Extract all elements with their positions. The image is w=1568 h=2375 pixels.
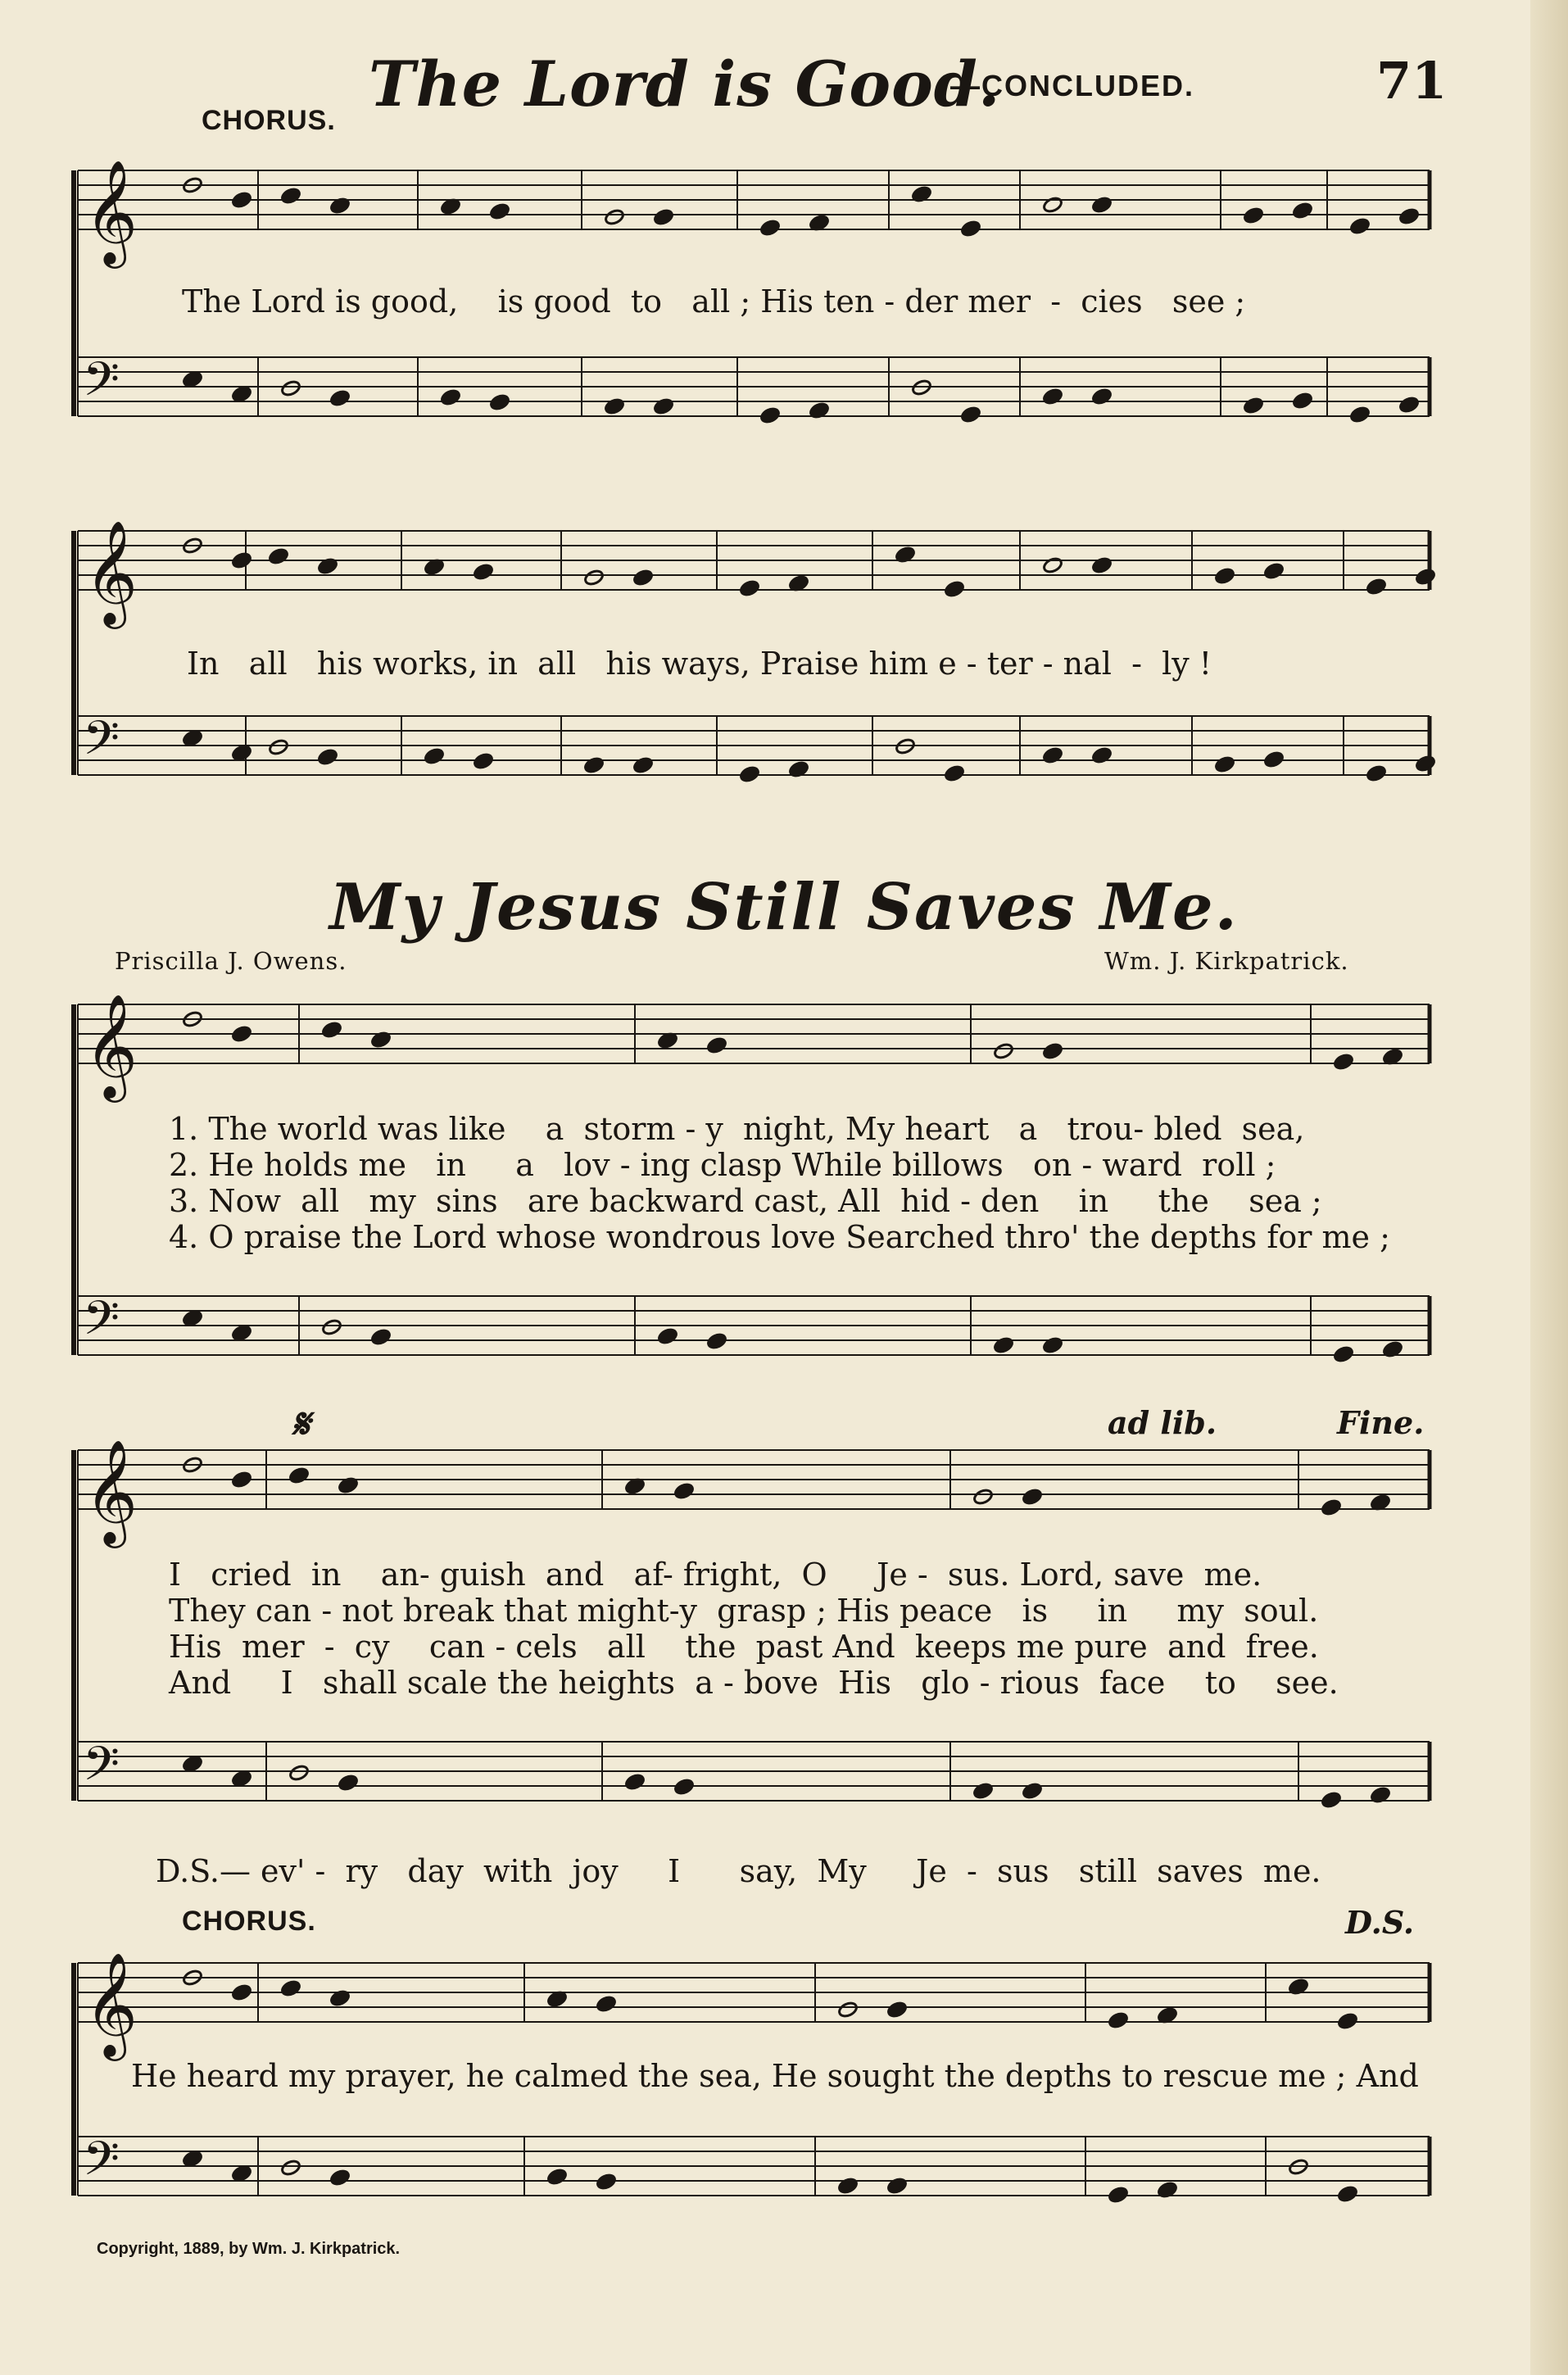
note-head bbox=[329, 2169, 351, 2187]
note-head bbox=[1321, 1791, 1342, 1809]
note-head bbox=[960, 406, 981, 424]
note-head bbox=[653, 397, 674, 415]
treble-clef-icon: 𝄞 bbox=[84, 159, 138, 264]
note-head bbox=[1042, 196, 1063, 214]
bass-clef-icon: 𝄢 bbox=[83, 1736, 120, 1803]
verse-line-3b: His mer - cy can - cels all the past And keeps me pure and free. bbox=[169, 1629, 1319, 1665]
chorus-label-2: CHORUS. bbox=[182, 1906, 316, 1937]
bass-clef-icon: 𝄢 bbox=[83, 1290, 120, 1357]
note-head bbox=[837, 2177, 859, 2195]
note-head bbox=[944, 764, 965, 782]
note-head bbox=[182, 370, 203, 388]
note-head bbox=[288, 1466, 310, 1484]
note-head bbox=[370, 1328, 392, 1346]
note-head bbox=[739, 765, 760, 783]
note-head bbox=[1042, 1336, 1063, 1354]
note-head bbox=[972, 1488, 994, 1506]
note-head bbox=[182, 1309, 203, 1327]
note-head bbox=[583, 756, 605, 774]
page-title: The Lord is Good. bbox=[369, 48, 1001, 120]
note-head bbox=[1042, 556, 1063, 574]
lyric-line-2: In all his works, in all his ways, Praise him e - ter - nal - ly ! bbox=[187, 646, 1212, 682]
lyric-line-1: The Lord is good, is good to all ; His ten - der mer - cies see ; bbox=[182, 283, 1246, 320]
note-head bbox=[231, 1025, 252, 1043]
chorus-text: He heard my prayer, he calmed the sea, He sought the depths to rescue me ; And bbox=[131, 2058, 1419, 2094]
note-head bbox=[182, 729, 203, 747]
verse-line-2b: They can - not break that might-y grasp ; His peace is in my soul. bbox=[169, 1593, 1319, 1629]
note-head bbox=[759, 219, 781, 237]
note-head bbox=[280, 1979, 301, 1997]
note-head bbox=[338, 1774, 359, 1792]
note-head bbox=[1263, 750, 1285, 768]
note-head bbox=[1333, 1053, 1354, 1071]
ds-line: D.S.— ev' - ry day with joy I say, My Je - sus still saves me. bbox=[156, 1853, 1321, 1889]
note-head bbox=[1042, 746, 1063, 764]
note-head bbox=[604, 208, 625, 226]
note-head bbox=[1091, 746, 1113, 764]
note-head bbox=[489, 202, 510, 220]
note-head bbox=[473, 752, 494, 770]
note-head bbox=[440, 388, 461, 406]
note-head bbox=[473, 563, 494, 581]
copyright-notice: Copyright, 1889, by Wm. J. Kirkpatrick. bbox=[97, 2240, 401, 2258]
note-head bbox=[653, 208, 674, 226]
note-head bbox=[1366, 578, 1387, 596]
note-head bbox=[1091, 388, 1113, 406]
note-head bbox=[489, 393, 510, 411]
note-head bbox=[960, 220, 981, 238]
note-head bbox=[972, 1782, 994, 1800]
note-head bbox=[1415, 568, 1436, 586]
note-head bbox=[1349, 217, 1371, 235]
note-head bbox=[632, 756, 654, 774]
note-head bbox=[1214, 567, 1235, 585]
note-head bbox=[231, 744, 252, 762]
note-head bbox=[231, 1471, 252, 1489]
segno-icon: 𝄋 bbox=[292, 1399, 310, 1448]
note-head bbox=[1091, 556, 1113, 574]
note-head bbox=[280, 187, 301, 205]
note-head bbox=[944, 580, 965, 598]
note-head bbox=[1398, 396, 1420, 414]
note-head bbox=[231, 1770, 252, 1788]
note-head bbox=[837, 2001, 859, 2019]
bass-clef-icon: 𝄢 bbox=[83, 710, 120, 777]
treble-clef-icon: 𝄞 bbox=[84, 1439, 138, 1543]
note-head bbox=[231, 551, 252, 569]
note-head bbox=[268, 547, 289, 565]
note-head bbox=[1349, 406, 1371, 424]
note-head bbox=[673, 1778, 695, 1796]
title-suffix: —CONCLUDED. bbox=[950, 69, 1194, 102]
composer-credit: Wm. J. Kirkpatrick. bbox=[1104, 947, 1349, 975]
note-head bbox=[1042, 388, 1063, 406]
author-credit: Priscilla J. Owens. bbox=[115, 947, 347, 975]
note-head bbox=[321, 1318, 342, 1336]
note-head bbox=[231, 191, 252, 209]
note-head bbox=[1022, 1782, 1043, 1800]
note-head bbox=[1321, 1498, 1342, 1516]
note-head bbox=[1108, 2186, 1129, 2204]
note-head bbox=[1042, 1042, 1063, 1060]
verse-line-3a: 3. Now all my sins are backward cast, All hid - den in the sea ; bbox=[169, 1183, 1322, 1219]
note-head bbox=[1022, 1488, 1043, 1506]
note-head bbox=[231, 1983, 252, 2001]
note-head bbox=[1333, 1345, 1354, 1363]
note-head bbox=[280, 2159, 301, 2177]
song-title: My Jesus Still Saves Me. bbox=[329, 870, 1239, 945]
treble-clef-icon: 𝄞 bbox=[84, 993, 138, 1098]
note-head bbox=[231, 2164, 252, 2182]
note-head bbox=[993, 1336, 1014, 1354]
note-head bbox=[288, 1764, 310, 1782]
ds-mark: D.S. bbox=[1345, 1904, 1415, 1941]
note-head bbox=[596, 2173, 617, 2191]
page-number: 71 bbox=[1376, 51, 1448, 111]
verse-line-2a: 2. He holds me in a lov - ing clasp While billows on - ward roll ; bbox=[169, 1147, 1276, 1183]
note-head bbox=[329, 389, 351, 407]
note-head bbox=[604, 397, 625, 415]
note-head bbox=[182, 1755, 203, 1773]
note-head bbox=[886, 2001, 908, 2019]
note-head bbox=[1415, 755, 1436, 773]
note-head bbox=[1214, 755, 1235, 773]
note-head bbox=[182, 2150, 203, 2168]
ad-lib-mark: ad lib. bbox=[1108, 1404, 1217, 1441]
note-head bbox=[321, 1021, 342, 1039]
chorus-label-1: CHORUS. bbox=[202, 105, 336, 136]
note-head bbox=[739, 579, 760, 597]
note-head bbox=[1243, 206, 1264, 224]
note-head bbox=[1337, 2185, 1358, 2203]
note-head bbox=[993, 1042, 1014, 1060]
note-head bbox=[886, 2177, 908, 2195]
note-head bbox=[1292, 392, 1313, 410]
fine-mark: Fine. bbox=[1337, 1404, 1425, 1441]
note-head bbox=[1337, 2012, 1358, 2030]
note-head bbox=[583, 569, 605, 587]
note-head bbox=[673, 1482, 695, 1500]
treble-clef-icon: 𝄞 bbox=[84, 1951, 138, 2056]
bass-clef-icon: 𝄢 bbox=[83, 2131, 120, 2198]
note-head bbox=[317, 748, 338, 766]
note-head bbox=[1366, 764, 1387, 782]
note-head bbox=[706, 1036, 727, 1054]
note-head bbox=[424, 747, 445, 765]
note-head bbox=[706, 1332, 727, 1350]
verse-line-1b: I cried in an- guish and af- fright, O Je - sus. Lord, save me. bbox=[169, 1557, 1262, 1593]
verse-line-1a: 1. The world was like a storm - y night, My heart a trou- bled sea, bbox=[169, 1111, 1305, 1147]
note-head bbox=[1243, 397, 1264, 415]
note-head bbox=[268, 738, 289, 756]
verse-line-4a: 4. O praise the Lord whose wondrous love Searched thro' the depths for me ; bbox=[169, 1219, 1390, 1255]
note-head bbox=[1108, 2011, 1129, 2029]
note-head bbox=[231, 385, 252, 403]
note-head bbox=[657, 1327, 678, 1345]
verse-line-4b: And I shall scale the heights a - bove His glo - rious face to see. bbox=[169, 1665, 1339, 1701]
note-head bbox=[1398, 207, 1420, 225]
note-head bbox=[759, 406, 781, 424]
note-head bbox=[231, 1324, 252, 1342]
bass-clef-icon: 𝄢 bbox=[83, 351, 120, 419]
note-head bbox=[1292, 202, 1313, 220]
note-head bbox=[596, 1995, 617, 2013]
note-head bbox=[624, 1773, 646, 1791]
note-head bbox=[1263, 562, 1285, 580]
note-head bbox=[280, 379, 301, 397]
note-head bbox=[1091, 196, 1113, 214]
treble-clef-icon: 𝄞 bbox=[84, 519, 138, 624]
note-head bbox=[546, 2168, 568, 2186]
note-head bbox=[632, 569, 654, 587]
